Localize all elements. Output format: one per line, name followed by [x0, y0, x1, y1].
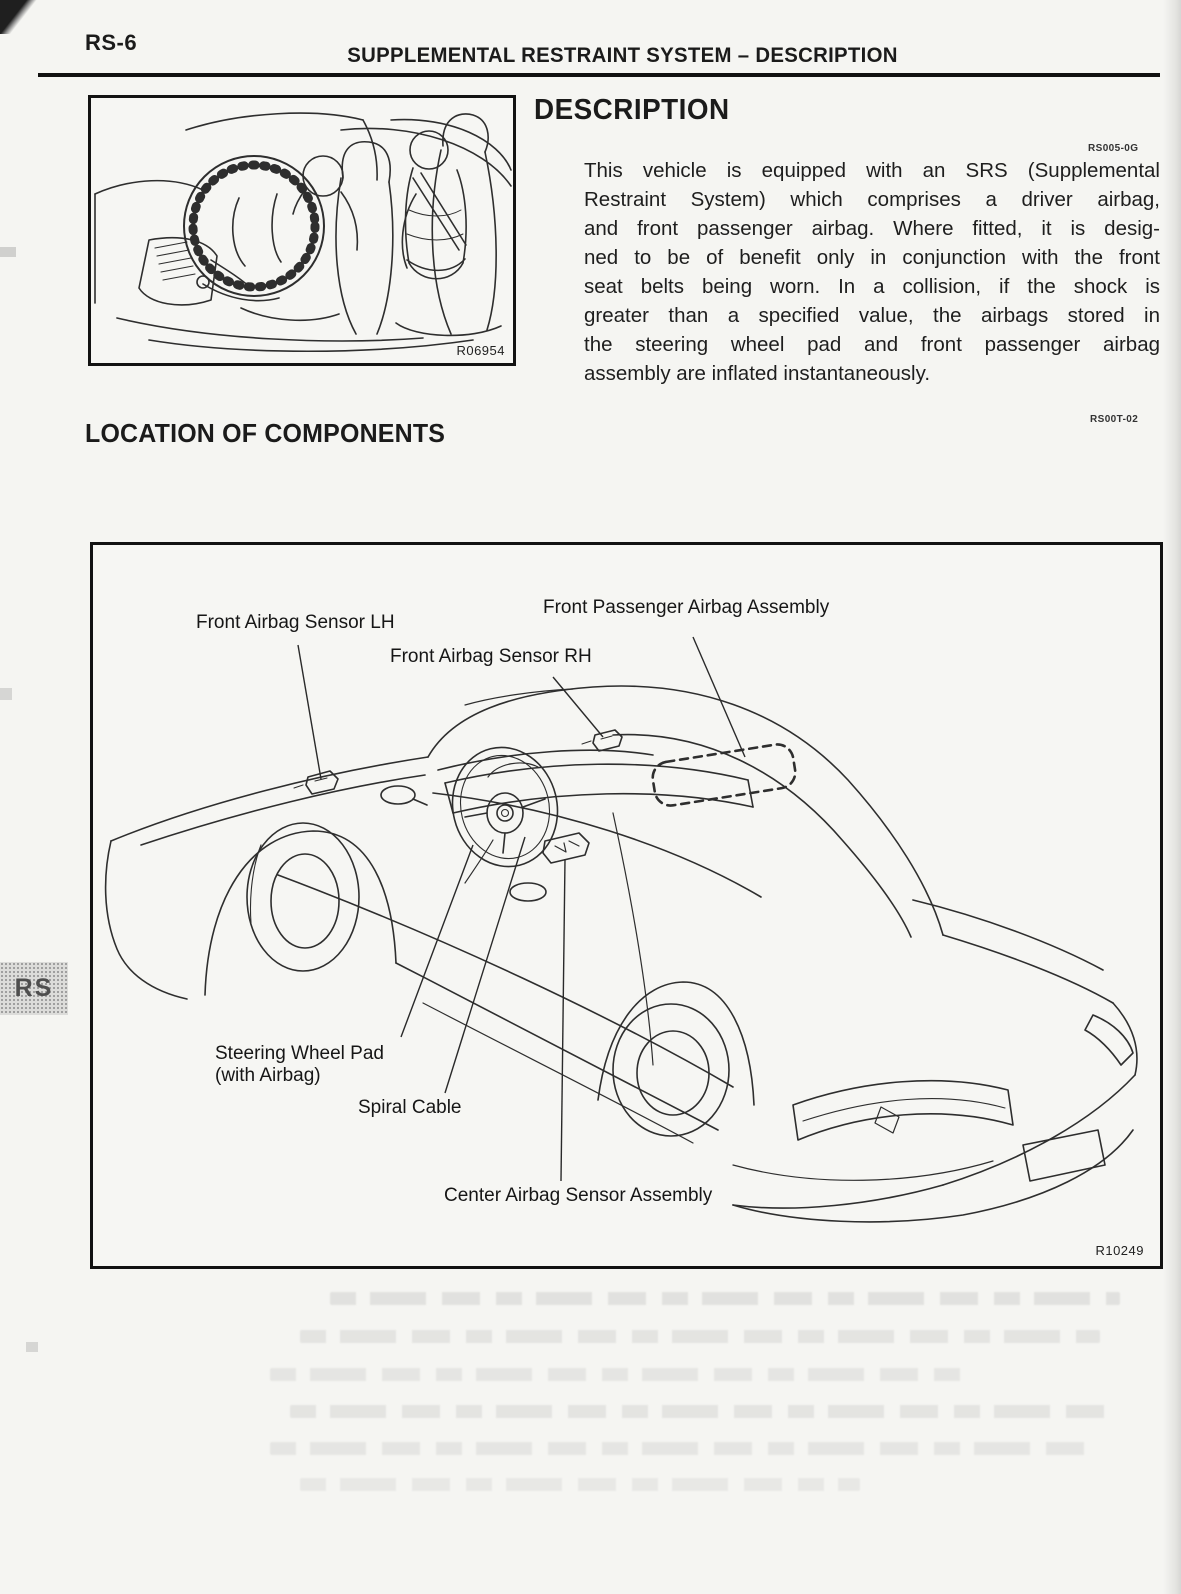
section-code: RS00T-02: [1090, 414, 1139, 425]
label-front-airbag-sensor-lh: Front Airbag Sensor LH: [196, 612, 395, 633]
description-heading: DESCRIPTION: [534, 94, 730, 126]
paragraph-line: the steering wheel pad and front passenger airbag: [584, 333, 1160, 356]
bleedthrough-line: [330, 1292, 1120, 1305]
bleedthrough-line: [300, 1330, 1100, 1343]
paragraph-line: ned to be of benefit only in conjunction with the front: [584, 246, 1160, 269]
label-steering-wheel-pad-line2: (with Airbag): [215, 1065, 321, 1086]
paragraph-line: This vehicle is equipped with an SRS (Supplemental: [584, 159, 1160, 182]
bleedthrough-line: [290, 1405, 1110, 1418]
page-title: SUPPLEMENTAL RESTRAINT SYSTEM – DESCRIPTION: [347, 44, 898, 67]
section-code: RS005-0G: [1088, 143, 1139, 154]
paragraph-line: greater than a specified value, the airbags stored in: [584, 304, 1160, 327]
header-rule: [38, 73, 1160, 77]
label-steering-wheel-pad-line1: Steering Wheel Pad: [215, 1043, 384, 1064]
paragraph-line: and front passenger airbag. Where fitted, it is desig-: [584, 217, 1160, 240]
paragraph-line: Restraint System) which comprises a driver airbag,: [584, 188, 1160, 211]
page-edge-shadow: [1163, 0, 1181, 1594]
bleedthrough-line: [270, 1442, 1100, 1455]
bleedthrough-line: [300, 1478, 860, 1491]
paragraph-line: seat belts being worn. In a collision, if the shock is: [584, 275, 1160, 298]
car-component-drawing: [93, 545, 1160, 1266]
margin-mark: [0, 247, 16, 257]
margin-mark: [0, 688, 12, 700]
component-location-figure: [90, 542, 1163, 1269]
paragraph-line: assembly are inflated instantaneously.: [584, 362, 931, 385]
figure-code: R10249: [1095, 1243, 1144, 1258]
label-front-passenger-airbag-assembly: Front Passenger Airbag Assembly: [543, 597, 830, 618]
airbag-deployment-drawing: [91, 98, 513, 363]
location-heading: LOCATION OF COMPONENTS: [85, 418, 446, 448]
airbag-deployment-figure: [88, 95, 516, 366]
figure-code: R06954: [456, 343, 505, 358]
bleedthrough-line: [270, 1368, 970, 1381]
scan-corner-artifact: [0, 0, 52, 34]
description-paragraph: [584, 156, 1160, 388]
label-center-airbag-sensor-assembly: Center Airbag Sensor Assembly: [444, 1185, 713, 1206]
section-tab-rs: RS: [0, 962, 68, 1015]
label-steering-wheel-pad: [215, 1043, 384, 1087]
margin-mark: [26, 1342, 38, 1352]
label-front-airbag-sensor-rh: Front Airbag Sensor RH: [390, 646, 592, 667]
label-spiral-cable: Spiral Cable: [358, 1097, 462, 1118]
page-number: RS-6: [85, 30, 138, 55]
